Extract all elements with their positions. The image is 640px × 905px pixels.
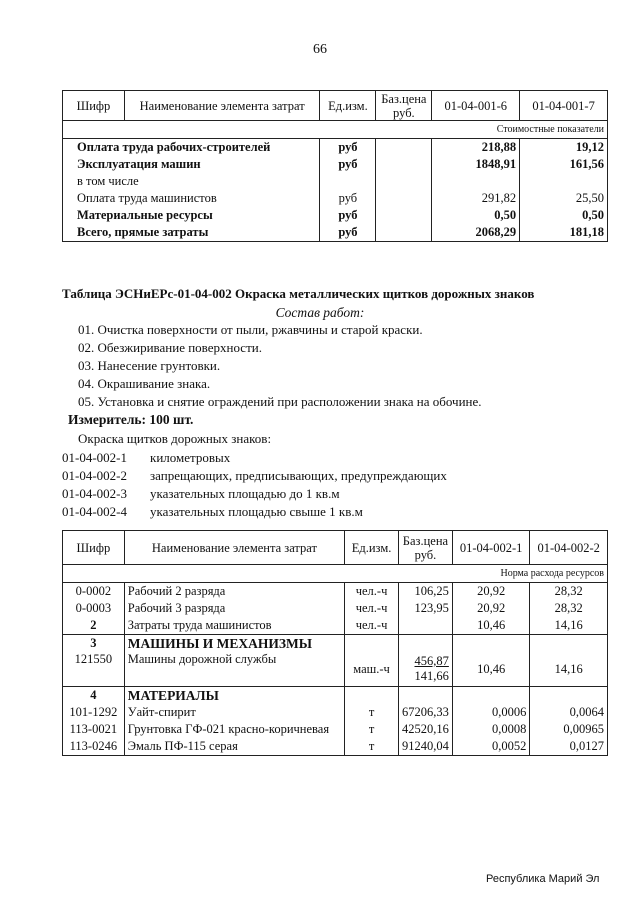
table-row: 121550 Машины дорожной службы маш.-ч 456,87 141,66 10,46 14,16 [63, 652, 608, 687]
header-price: Баз.цена руб. [399, 531, 453, 565]
header-col-1: 01-04-001-6 [432, 91, 520, 121]
table-row: в том числе [63, 173, 608, 190]
table-row: 113-0246 Эмаль ПФ-115 серая т 91240,04 0,0052 0,0127 [63, 738, 608, 756]
header-col-1: 01-04-002-1 [452, 531, 530, 565]
table-title: Таблица ЭСНиЕРс-01-04-002 Окраска металлических щитков дорожных знаков [62, 286, 535, 301]
page-number: 66 [313, 42, 327, 57]
table-row: Оплата труда рабочих-строителей руб 218,88 19,12 [63, 139, 608, 157]
header-unit: Ед.изм. [320, 91, 376, 121]
table-row: 2 Затраты труда машинистов чел.-ч 10,46 14,16 [63, 617, 608, 635]
code-item: 01-04-002-3 указательных площадью до 1 кв.м [62, 486, 340, 501]
code-item: 01-04-002-1 километровых [62, 450, 231, 465]
table-row: 101-1292 Уайт-спирит т 67206,33 0,0006 0,0064 [63, 704, 608, 721]
table-row: 113-0021 Грунтовка ГФ-021 красно-коричневая т 42520,16 0,0008 0,00965 [63, 721, 608, 738]
code-item: 01-04-002-2 запрещающих, предписывающих, предупреждающих [62, 468, 447, 483]
resource-table [62, 530, 608, 756]
work-item: 03. Нанесение грунтовки. [78, 358, 221, 373]
code-item: 01-04-002-4 указательных площадью свыше 1 кв.м [62, 504, 363, 519]
table-row: Всего, прямые затраты руб 2068,29 181,18 [63, 224, 608, 242]
table-row: Эксплуатация машин руб 1848,91 161,56 [63, 156, 608, 173]
meter: Измеритель: 100 шт. [68, 412, 194, 427]
table-row: Оплата труда машинистов руб 291,82 25,50 [63, 190, 608, 207]
composition-title: Состав работ: [275, 305, 365, 320]
intro-text: Окраска щитков дорожных знаков: [78, 431, 272, 446]
header-code: Шифр [63, 91, 125, 121]
table-row: 0-0003 Рабочий 3 разряда чел.-ч 123,95 20,92 28,32 [63, 600, 608, 617]
table-caption: Норма расхода ресурсов [63, 565, 608, 583]
footer: Республика Марий Эл [486, 873, 600, 885]
work-item: 04. Окрашивание знака. [78, 376, 211, 391]
header-unit: Ед.изм. [345, 531, 399, 565]
work-item: 01. Очистка поверхности от пыли, ржавчины и старой краски. [78, 322, 423, 337]
table-row: Материальные ресурсы руб 0,50 0,50 [63, 207, 608, 224]
work-item: 02. Обезжиривание поверхности. [78, 340, 262, 355]
table-row: 0-0002 Рабочий 2 разряда чел.-ч 106,25 20,92 28,32 [63, 583, 608, 601]
header-name: Наименование элемента затрат [124, 531, 344, 565]
table-row: 4 МАТЕРИАЛЫ [63, 687, 608, 705]
cost-table [62, 90, 608, 242]
header-col-2: 01-04-002-2 [530, 531, 608, 565]
work-item: 05. Установка и снятие ограждений при расположении знака на обочине. [78, 394, 482, 409]
header-col-2: 01-04-001-7 [520, 91, 608, 121]
header-name: Наименование элемента затрат [124, 91, 320, 121]
header-price: Баз.цена руб. [376, 91, 432, 121]
table-caption: Стоимостные показатели [63, 121, 608, 139]
table-row: 3 МАШИНЫ И МЕХАНИЗМЫ [63, 635, 608, 653]
header-code: Шифр [63, 531, 125, 565]
